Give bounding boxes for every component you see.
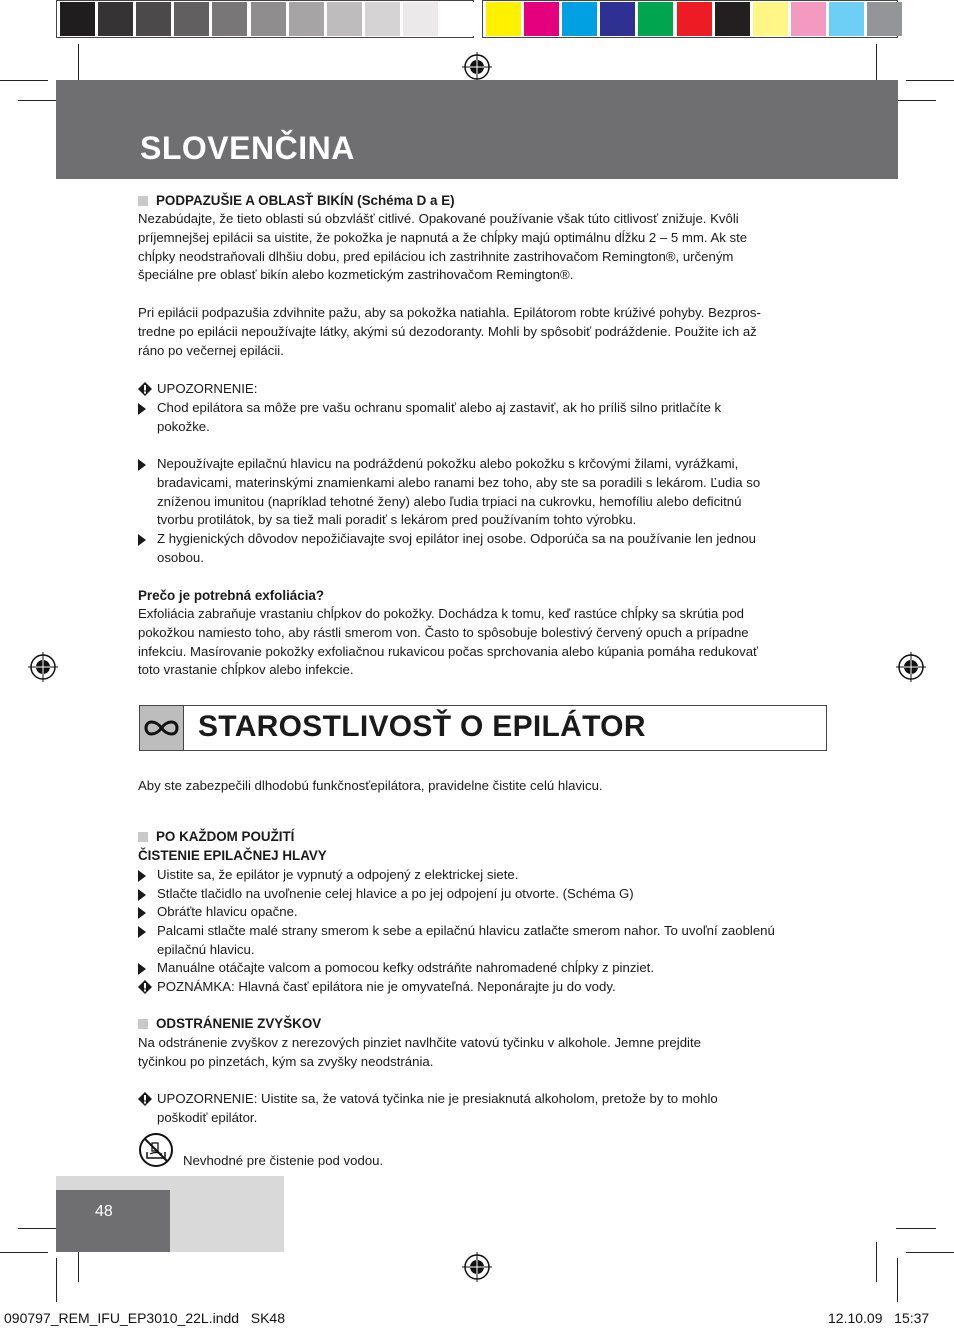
note-text: POZNÁMKA: Hlavná časť epilátora nie je omyvateľná. Neponárajte ju do vody.: [157, 979, 616, 994]
gray-swatch: [60, 2, 95, 36]
square-bullet-icon: [138, 1019, 148, 1029]
section-heading-text: ODSTRÁNENIE ZVYŠKOV: [156, 1016, 322, 1031]
crop-mark: [0, 1252, 48, 1253]
text-line: poškodiť epilátor.: [157, 1109, 258, 1125]
text-line: špeciálne pre oblasť bikín alebo kozmetickým zastrihovačom Remington®.: [138, 267, 574, 283]
text-line: príjemnejšej epilácii sa uistite, že pokožka je napnutá a že chĺpky majú optimálnu dĺžku 2 – 5 mm. Ak ste: [138, 229, 748, 245]
color-bar: [484, 0, 904, 38]
triangle-bullet-icon: [138, 403, 146, 415]
page-title: SLOVENČINA: [140, 130, 355, 166]
text-line: bradavicami, materinskými znamienkami alebo ranami bez toho, aby ste sa poradili s lekárom. Ľudia so: [157, 474, 761, 490]
gray-swatch: [441, 2, 476, 36]
text-line: Uistite sa, že epilátor je vypnutý a odpojený z elektrickej siete.: [157, 867, 519, 882]
crop-mark: [897, 1258, 898, 1302]
crop-mark: [18, 100, 58, 101]
section-heading: [138, 192, 838, 211]
crop-mark: [0, 80, 48, 81]
warning-icon: [138, 382, 152, 396]
bullet-item: [138, 455, 838, 530]
color-swatch: [638, 2, 673, 36]
text-line: toto vrastanie chĺpkov alebo infekcie.: [138, 662, 354, 678]
color-swatch: [524, 2, 559, 36]
text-line: Nezabúdajte, že tieto oblasti sú obzvlášť citlivé. Opakované používanie však túto citlivosť znižuje. Kvôli: [138, 211, 739, 226]
page-tab-light: [170, 1176, 284, 1252]
paragraph: [138, 605, 838, 680]
crop-mark: [18, 1228, 58, 1229]
warning-icon: [138, 980, 152, 994]
crop-mark: [896, 100, 936, 101]
crop-mark: [906, 1252, 954, 1253]
bullet-item: [138, 903, 838, 922]
page-tab: [56, 1190, 170, 1252]
text-line: Palcami stlačte malé strany smerom k sebe a epilačnú hlavicu zatlačte smerom nahor. To uvoľní zaoblenú: [157, 923, 775, 938]
section-heading: [138, 1015, 838, 1034]
subsection-heading: ČISTENIE EPILAČNEJ HLAVY: [138, 848, 327, 863]
page-number: 48: [95, 1203, 113, 1220]
bullet-item: [138, 866, 838, 885]
note-row: [138, 978, 838, 997]
triangle-bullet-icon: [138, 963, 146, 975]
text-line: UPOZORNENIE: Uistite sa, že vatová tyčinka nie je presiaknutá alkoholom, pretože by to mohlo: [157, 1091, 718, 1106]
text-line: tredne po epilácii nepoužívajte látky, akými sú dezodoranty. Mohli by spôsobiť podráždenie. Použite ich až: [138, 323, 757, 339]
no-water-cleaning-icon: [138, 1132, 174, 1168]
crop-mark: [876, 44, 877, 84]
color-swatch: [677, 2, 712, 36]
language-header: [56, 80, 898, 179]
text-line: Chod epilátora sa môže pre vašu ochranu spomaliť alebo aj zastaviť, ak ho príliš silno pritlačíte k: [157, 400, 722, 415]
color-swatch: [600, 2, 635, 36]
crop-mark: [896, 1228, 936, 1229]
text-line: Z hygienických dôvodov nepožičiavajte svoj epilátor inej osobe. Odporúča sa na používanie len jednou: [157, 531, 756, 546]
warning-label-row: [138, 380, 838, 399]
bullet-item: [138, 959, 838, 978]
text-line: Nepoužívajte epilačnú hlavicu na podráždenú pokožku alebo pokožku s krčovými žilami, vyrážkami,: [157, 456, 739, 471]
grayscale-bar: [58, 0, 478, 38]
care-intro: Aby ste zabezpečili dlhodobú funkčnosťepilátora, pravidelne čistite celú hlavicu.: [138, 778, 603, 793]
paragraph: [138, 1034, 838, 1072]
color-swatch: [791, 2, 826, 36]
registration-mark-icon: [462, 1252, 492, 1282]
gray-swatch: [289, 2, 324, 36]
square-bullet-icon: [138, 832, 148, 842]
paragraph: [138, 304, 838, 360]
section-title: STAROSTLIVOSŤ O EPILÁTOR: [198, 710, 646, 743]
text-line: osobou.: [157, 549, 204, 565]
text-line: Obráťte hlavicu opačne.: [157, 904, 298, 919]
color-swatch: [486, 2, 521, 36]
text-line: pokožke.: [157, 418, 210, 434]
footer-file-info: 090797_REM_IFU_EP3010_22L.indd SK48: [4, 1310, 285, 1326]
gray-swatch: [251, 2, 286, 36]
warning-label: UPOZORNENIE:: [157, 381, 258, 396]
warning-icon: [138, 1092, 152, 1106]
crop-mark: [876, 1242, 877, 1282]
section-heading-text: PODPAZUŠIE A OBLASŤ BIKÍN (Schéma D a E): [156, 193, 455, 208]
text-line: infekciu. Masírovanie pokožky exfoliačnou rukavicou počas sprchovania alebo kúpania pomáha redukovať: [138, 643, 758, 659]
text-line: Na odstránenie zvyškov z nerezových pinziet navlhčite vatovú tyčinku v alkohole. Jemne prejdite: [138, 1035, 701, 1050]
triangle-bullet-icon: [138, 889, 146, 901]
registration-mark-icon: [462, 52, 492, 82]
page-tab-top: [56, 1176, 170, 1190]
triangle-bullet-icon: [138, 926, 146, 938]
gray-swatch: [365, 2, 400, 36]
text-line: tvorbu protilátok, by sa tiež mali poradiť s lekárom pred používaním tohto výrobku.: [157, 512, 637, 528]
gray-swatch: [98, 2, 133, 36]
text-line: Stlačte tlačidlo na uvoľnenie celej hlavice a po jej odpojení ju otvorte. (Schéma G): [157, 886, 634, 901]
triangle-bullet-icon: [138, 459, 146, 471]
footer-timestamp: 12.10.09 15:37: [828, 1310, 930, 1326]
exfoliation-heading: Prečo je potrebná exfoliácia?: [138, 588, 325, 603]
text-line: epilačnú hlavicu.: [157, 941, 255, 957]
text-line: Exfoliácia zabraňuje vrastaniu chĺpkov do pokožky. Dochádza k tomu, keď rastúce chĺpky sa skrútia pod: [138, 606, 744, 621]
color-swatch: [715, 2, 750, 36]
triangle-bullet-icon: [138, 534, 146, 546]
crop-mark: [56, 1258, 57, 1302]
bullet-item: [138, 922, 838, 960]
infinity-icon: [140, 706, 184, 750]
crop-mark: [906, 80, 954, 81]
section-heading: [138, 828, 838, 847]
section-heading-text: PO KAŽDOM POUŽITÍ: [156, 829, 295, 844]
gray-swatch: [403, 2, 438, 36]
warning-row: [138, 1090, 838, 1128]
paragraph: [138, 210, 838, 285]
crop-mark: [78, 44, 79, 84]
text-line: pokožkou namiesto toho, aby rástli smerom von. Často to spôsobuje bolestivý červený opuch a prípadne: [138, 624, 749, 640]
color-swatch: [562, 2, 597, 36]
bullet-item: [138, 399, 838, 437]
color-swatch: [753, 2, 788, 36]
text-line: chĺpky neodstraňovali dlhšiu dobu, pred epiláciou ich zastrihnite zastrihovačom Remington®, určeným: [138, 248, 734, 264]
gray-swatch: [136, 2, 171, 36]
color-swatch: [829, 2, 864, 36]
registration-mark-icon: [896, 652, 926, 682]
water-note: Nevhodné pre čistenie pod vodou.: [183, 1153, 384, 1168]
registration-mark-icon: [28, 652, 58, 682]
text-line: tyčinkou po pinzetách, kým sa zvyšky neodstránia.: [138, 1053, 434, 1069]
color-swatch: [867, 2, 902, 36]
gray-swatch: [327, 2, 362, 36]
gray-swatch: [212, 2, 247, 36]
square-bullet-icon: [138, 196, 148, 206]
bullet-item: [138, 530, 838, 568]
bullet-item: [138, 885, 838, 904]
triangle-bullet-icon: [138, 870, 146, 882]
text-line: Manuálne otáčajte valcom a pomocou kefky odstráňte nahromadené chĺpky z pinziet.: [157, 960, 655, 975]
text-line: ráno po večernej epilácii.: [138, 342, 284, 358]
text-line: Pri epilácii podpazušia zdvihnite pažu, aby sa pokožka natiahla. Epilátorom robte krúživé pohyby. Bezpros-: [138, 305, 761, 320]
text-line: zníženou imunitou (napríklad tehotné ženy) alebo ľudia trpiaci na cukrovku, hemofíliu alebo deficitnú: [157, 493, 742, 509]
gray-swatch: [174, 2, 209, 36]
triangle-bullet-icon: [138, 907, 146, 919]
section-title-box: [139, 705, 827, 751]
